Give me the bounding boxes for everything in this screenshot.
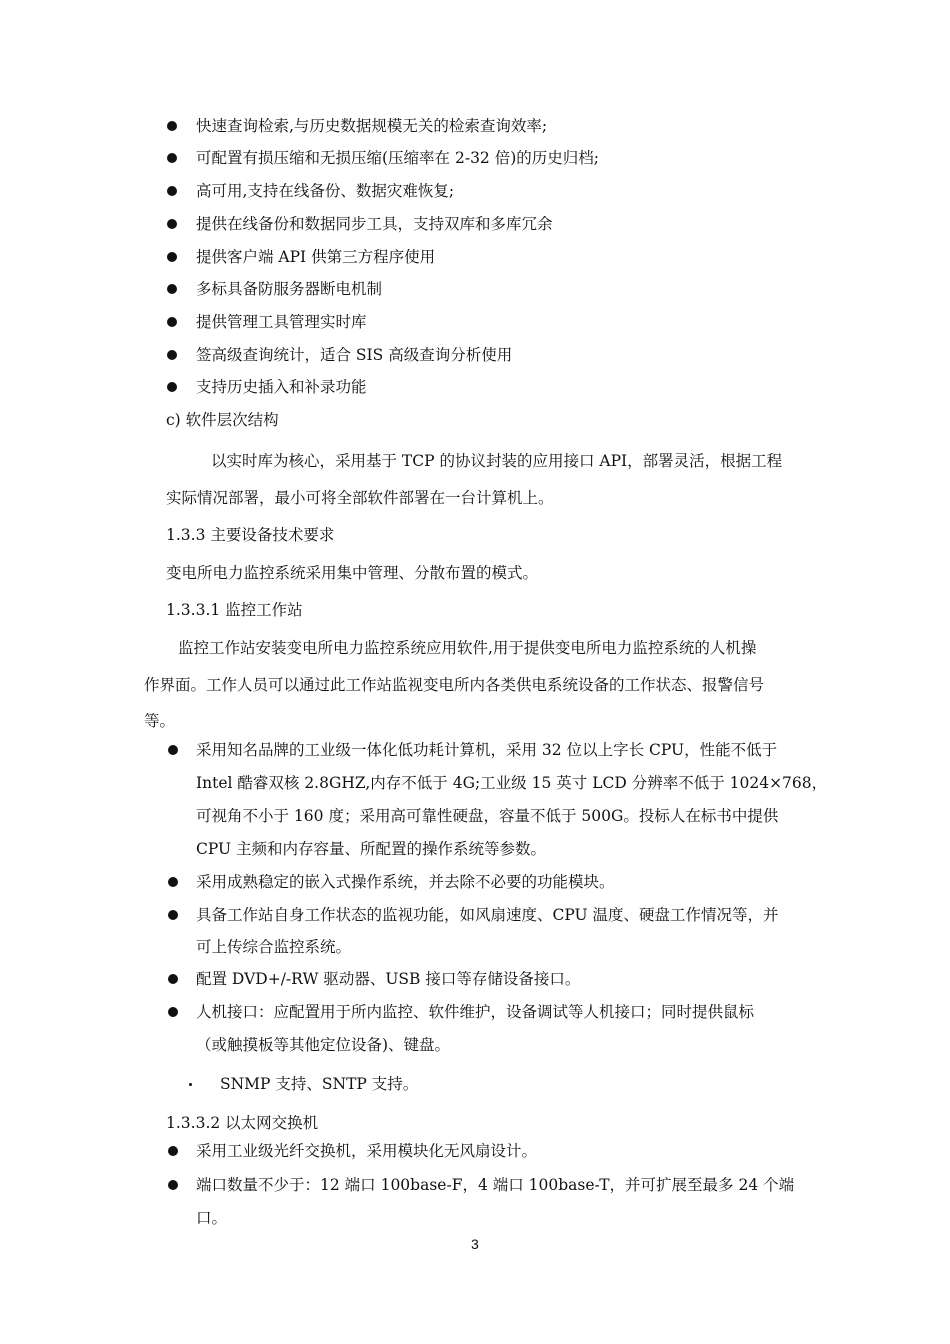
bullet-icon [167,219,177,229]
page-number: 3 [471,1236,479,1252]
paragraph-line: 以实时库为核心，采用基于 TCP 的协议封装的应用接口 API，部署灵活，根据工程 [211,452,783,470]
list-item-line: 口。 [196,1209,228,1227]
list-item-line: 可上传综合监控系统。 [196,938,352,956]
paragraph-line: 变电所电力监控系统采用集中管理、分散布置的模式。 [166,564,539,582]
bullet-icon [168,974,178,984]
paragraph-line: 监控工作站安装变电所电力监控系统应用软件,用于提供变电所电力监控系统的人机操 [178,639,757,657]
paragraph-line: 等。 [144,712,176,730]
bullet-icon [168,1180,178,1190]
small-bullet-icon [189,1083,192,1086]
bullet-icon [167,186,177,196]
list-item-line: 采用工业级光纤交换机，采用模块化无风扇设计。 [196,1142,538,1160]
section-heading: 1.3.3.1 监控工作站 [166,601,303,619]
list-item-line: （或触摸板等其他定位设备)、键盘。 [196,1036,451,1054]
section-heading: 1.3.3 主要设备技术要求 [166,526,335,544]
paragraph-line: 作界面。工作人员可以通过此工作站监视变电所内各类供电系统设备的工作状态、报警信号 [144,676,765,694]
list-item-line: CPU 主频和内存容量、所配置的操作系统等参数。 [196,840,547,858]
bullet-icon [167,317,177,327]
list-item-line: 人机接口：应配置用于所内监控、软件维护，设备调试等人机接口；同时提供鼠标 [196,1003,755,1021]
list-item: 签高级查询统计，适合 SIS 高级查询分析使用 [196,346,513,364]
bullet-icon [167,121,177,131]
bullet-icon [167,382,177,392]
list-item: 高可用,支持在线备份、数据灾难恢复; [196,182,455,200]
list-item: 多标具备防服务器断电机制 [196,280,383,298]
list-item-line: 端口数量不少于：12 端口 100base-F，4 端口 100base-T，并可扩展至最多 24 个端 [196,1176,795,1194]
bullet-icon [167,252,177,262]
bullet-icon [167,153,177,163]
bullet-icon [168,877,178,887]
list-item-line: 可视角不小于 160 度；采用高可靠性硬盘，容量不低于 500G。投标人在标书中提供 [196,807,779,825]
list-item: 提供管理工具管理实时库 [196,313,367,331]
bullet-icon [167,350,177,360]
paragraph-line: 实际情况部署，最小可将全部软件部署在一台计算机上。 [166,489,554,507]
list-item: 可配置有损压缩和无损压缩(压缩率在 2-32 倍)的历史归档; [196,149,599,167]
bullet-icon [168,1146,178,1156]
list-item: 快速查询检索,与历史数据规模无关的检索查询效率; [196,117,548,135]
bullet-icon [168,910,178,920]
list-item-line: 采用成熟稳定的嵌入式操作系统，并去除不必要的功能模块。 [196,873,615,891]
bullet-icon [167,284,177,294]
list-item-line: 具备工作站自身工作状态的监视功能，如风扇速度、CPU 温度、硬盘工作情况等，并 [196,906,779,924]
bullet-icon [168,1007,178,1017]
list-item-line: 采用知名品牌的工业级一体化低功耗计算机，采用 32 位以上字长 CPU，性能不低于 [196,741,778,759]
list-item-line: Intel 酷睿双核 2.8GHZ,内存不低于 4G;工业级 15 英寸 LCD 分辨率不低于 1024×768， [196,774,828,792]
list-item-line: 配置 DVD+/-RW 驱动器、USB 接口等存储设备接口。 [196,970,581,988]
bullet-icon [168,745,178,755]
list-item-line: SNMP 支持、SNTP 支持。 [220,1075,419,1093]
section-heading: 1.3.3.2 以太网交换机 [166,1114,319,1132]
subsection-heading: c) 软件层次结构 [166,411,279,429]
list-item: 支持历史插入和补录功能 [196,378,367,396]
list-item: 提供在线备份和数据同步工具，支持双库和多库冗余 [196,215,553,233]
list-item: 提供客户端 API 供第三方程序使用 [196,248,436,266]
